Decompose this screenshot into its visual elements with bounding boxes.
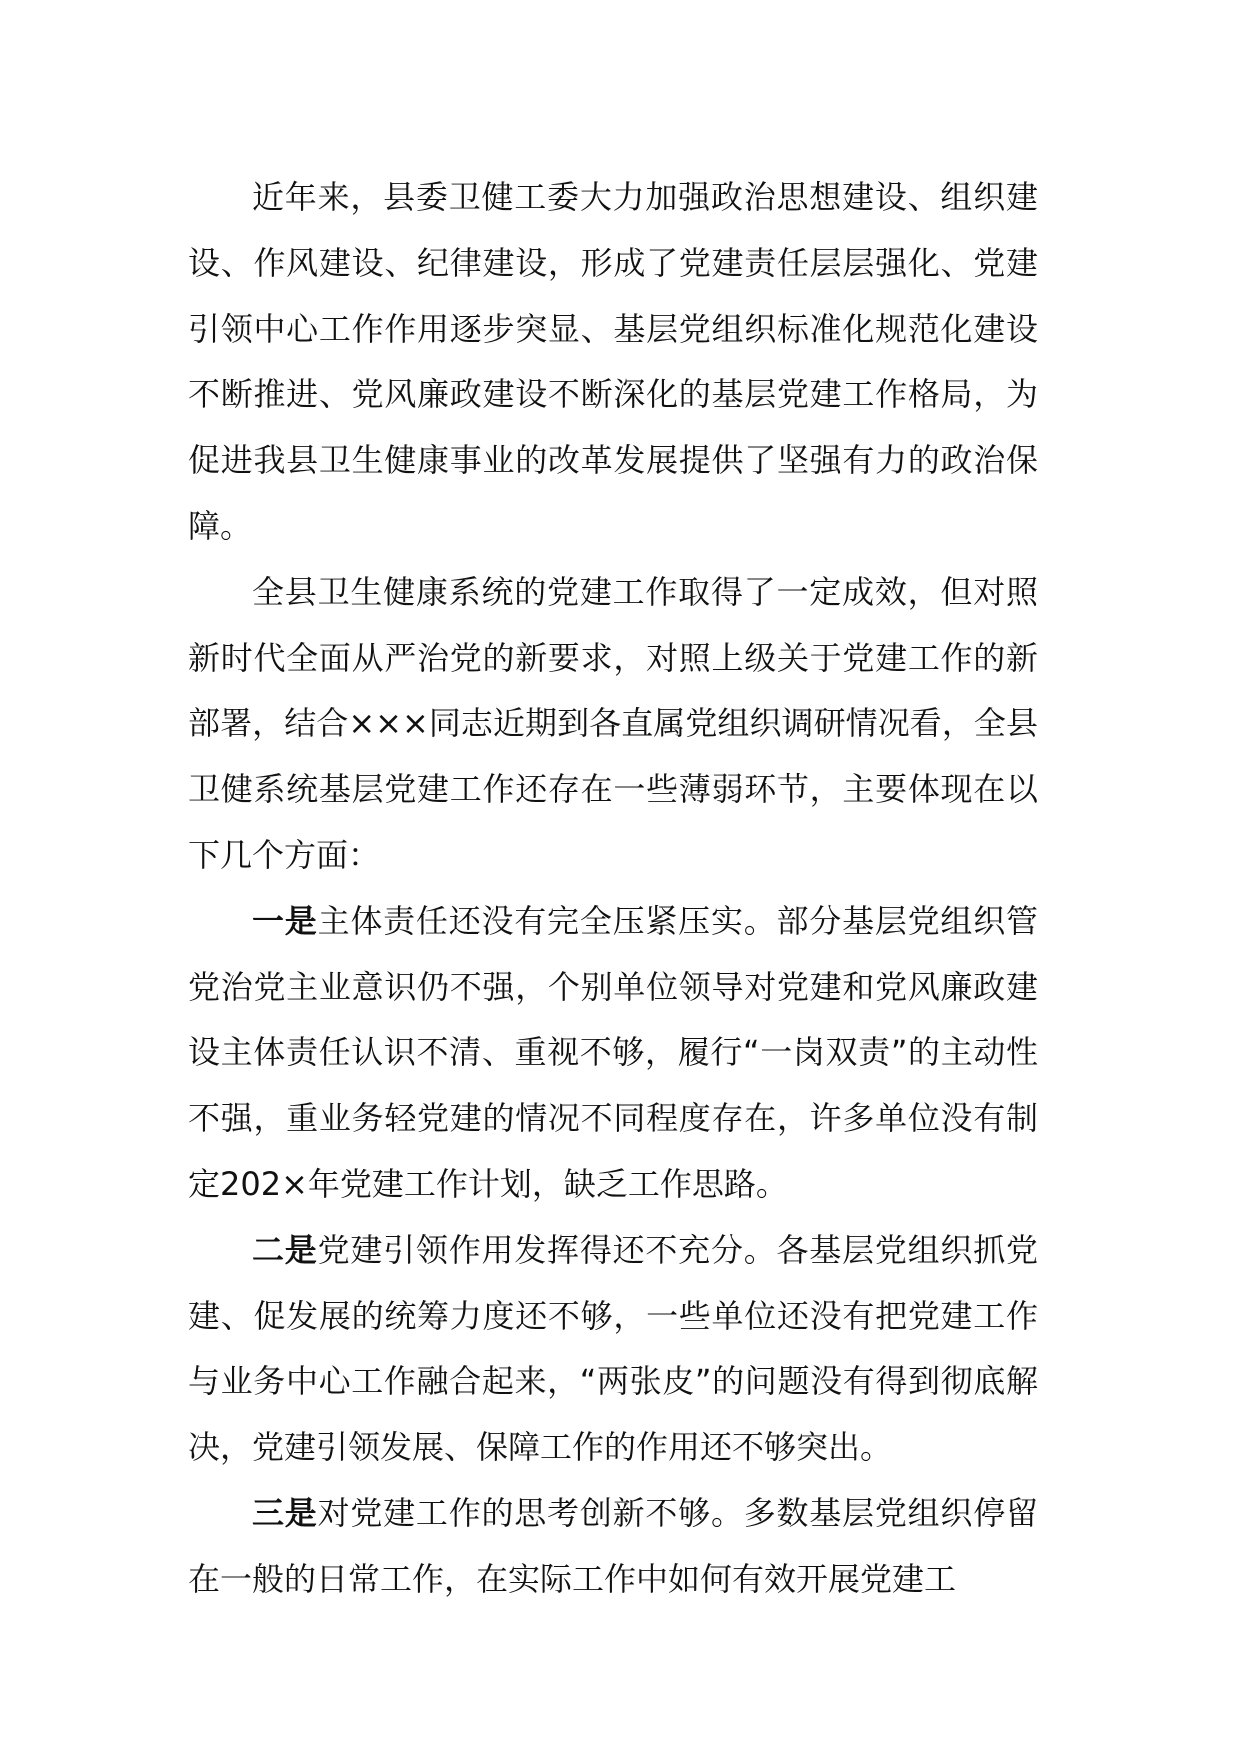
paragraph-text: 近年来，县委卫健工委大力加强政治思想建设、组织建设、作风建设、纪律建设，形成了党建责任层层强化、党建引领中心工作作用逐步突显、基层党组织标准化规范化建设不断推进、党风廉政建设不断深化的基层党建工作格局，为促进我县卫生健康事业的改革发展提供了坚强有力的政治保障。 xyxy=(188,178,1038,545)
document-body xyxy=(188,165,1038,1613)
paragraph-text: 党建引领作用发挥得还不充分。各基层党组织抓党建、促发展的统筹力度还不够，一些单位还没有把党建工作与业务中心工作融合起来，“两张皮”的问题没有得到彻底解决，党建引领发展、保障工作的作用还不够突出。 xyxy=(188,1230,1038,1467)
paragraph-lead: 一是 xyxy=(252,901,318,940)
paragraph-overview xyxy=(188,560,1038,889)
paragraph-point-three xyxy=(188,1481,1038,1613)
paragraph-lead: 二是 xyxy=(252,1230,318,1269)
paragraph-point-one xyxy=(188,889,1038,1218)
paragraph-text: 主体责任还没有完全压紧压实。部分基层党组织管党治党主业意识仍不强，个别单位领导对党建和党风廉政建设主体责任认识不清、重视不够，履行“一岗双责”的主动性不强，重业务轻党建的情况不同程度存在，许多单位没有制定202×年党建工作计划，缺乏工作思路。 xyxy=(188,901,1038,1203)
paragraph-intro xyxy=(188,165,1038,560)
paragraph-text: 全县卫生健康系统的党建工作取得了一定成效，但对照新时代全面从严治党的新要求，对照上级关于党建工作的新部署，结合×××同志近期到各直属党组织调研情况看，全县卫健系统基层党建工作还存在一些薄弱环节，主要体现在以下几个方面： xyxy=(188,572,1038,874)
paragraph-text: 对党建工作的思考创新不够。多数基层党组织停留在一般的日常工作，在实际工作中如何有效开展党建工 xyxy=(188,1493,1038,1598)
paragraph-lead: 三是 xyxy=(252,1493,318,1532)
paragraph-point-two xyxy=(188,1218,1038,1481)
